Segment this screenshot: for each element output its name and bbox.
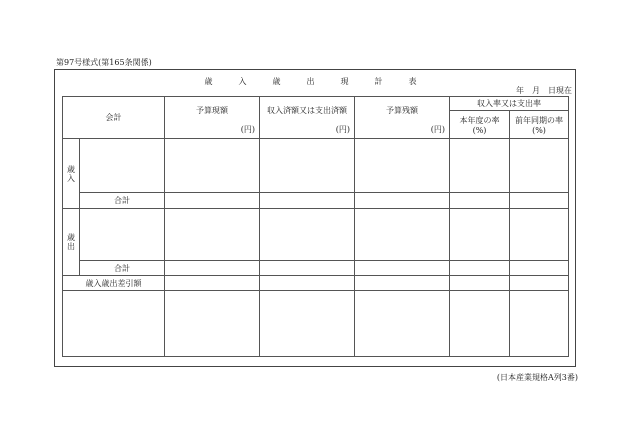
revenue-subtotal-label: 合計 bbox=[80, 193, 165, 209]
revenue-remaining-cell[interactable] bbox=[355, 139, 450, 193]
revenue-subtotal-budget[interactable] bbox=[165, 193, 260, 209]
revenue-budget-cell[interactable] bbox=[165, 139, 260, 193]
revenue-row bbox=[63, 139, 569, 193]
revenue-subtotal-rate-prev[interactable] bbox=[510, 193, 569, 209]
balance-rate-prev[interactable] bbox=[510, 276, 569, 291]
revenue-subtotal-remaining[interactable] bbox=[355, 193, 450, 209]
paper-size-note: (日本産業規格A列3番) bbox=[496, 373, 578, 382]
balance-received[interactable] bbox=[260, 276, 355, 291]
expenditure-budget-cell[interactable] bbox=[165, 209, 260, 261]
statement-table bbox=[62, 96, 569, 357]
blank-received-cell[interactable] bbox=[260, 291, 355, 357]
revenue-rate-this-cell[interactable] bbox=[450, 139, 510, 193]
header-budget-remaining: 予算残額 (円) bbox=[355, 97, 450, 139]
as-of-date: 年 月 日現在 bbox=[516, 86, 572, 95]
expenditure-subtotal-label: 合計 bbox=[80, 261, 165, 276]
header-account: 会計 bbox=[63, 97, 165, 139]
revenue-subtotal-rate-this[interactable] bbox=[450, 193, 510, 209]
expenditure-rate-prev-cell[interactable] bbox=[510, 209, 569, 261]
blank-row bbox=[63, 291, 569, 357]
form-label: 第97号様式(第165条関係) bbox=[56, 58, 152, 67]
expenditure-subtotal-rate-prev[interactable] bbox=[510, 261, 569, 276]
blank-budget-cell[interactable] bbox=[165, 291, 260, 357]
header-rate-prev-year: 前年同期の率 (%) bbox=[510, 111, 569, 139]
expenditure-row bbox=[63, 209, 569, 261]
blank-rate-this-cell[interactable] bbox=[450, 291, 510, 357]
expenditure-label: 歳出 bbox=[63, 209, 80, 276]
balance-label: 歳入歳出差引額 bbox=[63, 276, 165, 291]
expenditure-subtotal-spent[interactable] bbox=[260, 261, 355, 276]
blank-remaining-cell[interactable] bbox=[355, 291, 450, 357]
revenue-received-cell[interactable] bbox=[260, 139, 355, 193]
expenditure-subtotal-budget[interactable] bbox=[165, 261, 260, 276]
expenditure-account-cell[interactable] bbox=[80, 209, 165, 261]
expenditure-subtotal-row bbox=[63, 261, 569, 276]
header-rate-group: 収入率又は支出率 bbox=[450, 97, 569, 111]
revenue-label: 歳入 bbox=[63, 139, 80, 209]
revenue-rate-prev-cell[interactable] bbox=[510, 139, 569, 193]
expenditure-subtotal-rate-this[interactable] bbox=[450, 261, 510, 276]
blank-account-cell[interactable] bbox=[63, 291, 165, 357]
header-rate-this-year: 本年度の率 (%) bbox=[450, 111, 510, 139]
revenue-subtotal-row bbox=[63, 193, 569, 209]
balance-remaining[interactable] bbox=[355, 276, 450, 291]
header-received-spent: 収入済額又は支出済額 (円) bbox=[260, 97, 355, 139]
revenue-subtotal-received[interactable] bbox=[260, 193, 355, 209]
balance-row bbox=[63, 276, 569, 291]
expenditure-subtotal-remaining[interactable] bbox=[355, 261, 450, 276]
expenditure-remaining-cell[interactable] bbox=[355, 209, 450, 261]
blank-rate-prev-cell[interactable] bbox=[510, 291, 569, 357]
form-title: 歳 入 歳 出 現 計 表 bbox=[204, 77, 426, 86]
header-budget-current: 予算現額 (円) bbox=[165, 97, 260, 139]
balance-budget[interactable] bbox=[165, 276, 260, 291]
revenue-account-cell[interactable] bbox=[80, 139, 165, 193]
balance-rate-this[interactable] bbox=[450, 276, 510, 291]
expenditure-rate-this-cell[interactable] bbox=[450, 209, 510, 261]
expenditure-spent-cell[interactable] bbox=[260, 209, 355, 261]
